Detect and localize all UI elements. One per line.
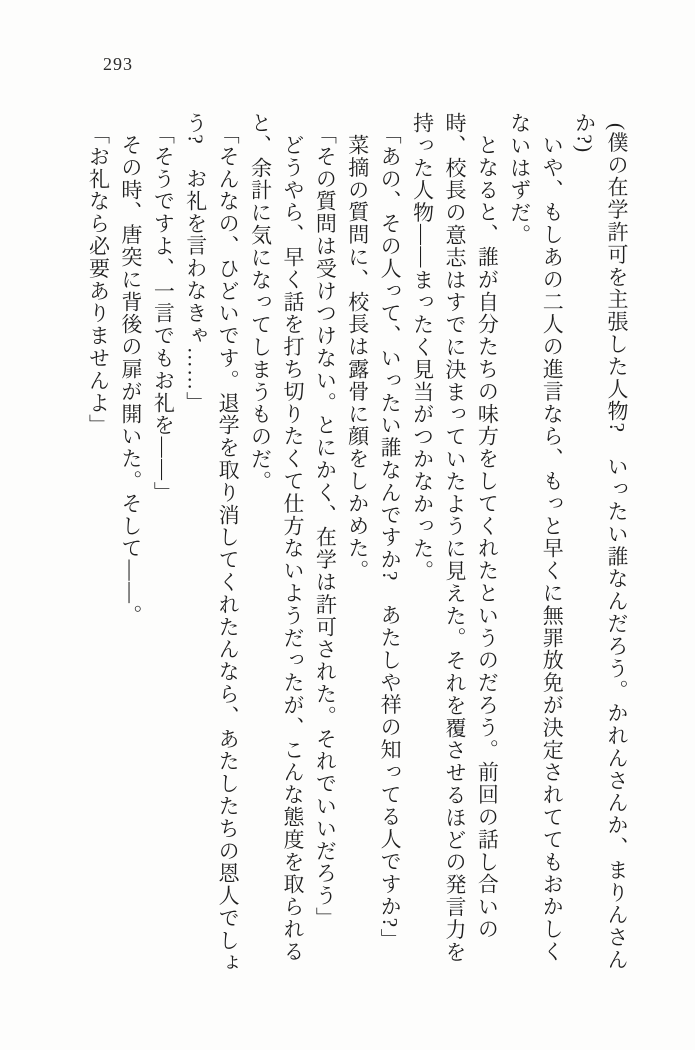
paragraph-dialogue: 「お礼なら必要ありませんよ」 [86, 123, 111, 437]
paragraph-narration: となると、誰が自分たちの味方をしてくれたというのだろう。前回の話し合いの時、校長の意志はすでに決まっていたように見えた。それを覆させるほどの発言力を持った人物――まったく見当がつかなかった。 [410, 112, 500, 964]
paragraph-dialogue: 「そうですよ、一言でもお礼を――」 [151, 123, 176, 504]
paragraph-thought: (僕の在学許可を主張した人物? いったい誰なんだろう。かれんさんか、まりんさんか?) [572, 112, 629, 971]
paragraph-narration: 菜摘の質問に、校長は露骨に顔をしかめた。 [345, 134, 370, 582]
paragraph-narration: その時、唐突に背後の扉が開いた。そして――。 [118, 134, 143, 627]
paragraph-dialogue: 「そんなの、ひどいです。退学を取り消してくれたんなら、あたしたちの恩人でしょう? お礼を言わなきゃ……」 [183, 112, 241, 975]
paragraph-narration: どうやら、早く話を打ち切りたくて仕方ないようだったが、こんな態度を取られると、余計に気になってしまうものだ。 [248, 112, 305, 963]
paragraph-dialogue: 「その質問は受けつけない。とにかく、在学は許可された。それでいいだろう」 [313, 123, 338, 930]
page-number: 293 [103, 54, 133, 74]
paragraph-narration: いや、もしあの二人の進言なら、もっと早くに無罪放免が決定されててもおかしくないはずだ。 [507, 112, 565, 963]
paragraph-dialogue: 「あの、その人って、いったい誰なんですか? あたしや祥の知ってる人ですか?」 [378, 123, 403, 951]
novel-text [81, 112, 633, 977]
